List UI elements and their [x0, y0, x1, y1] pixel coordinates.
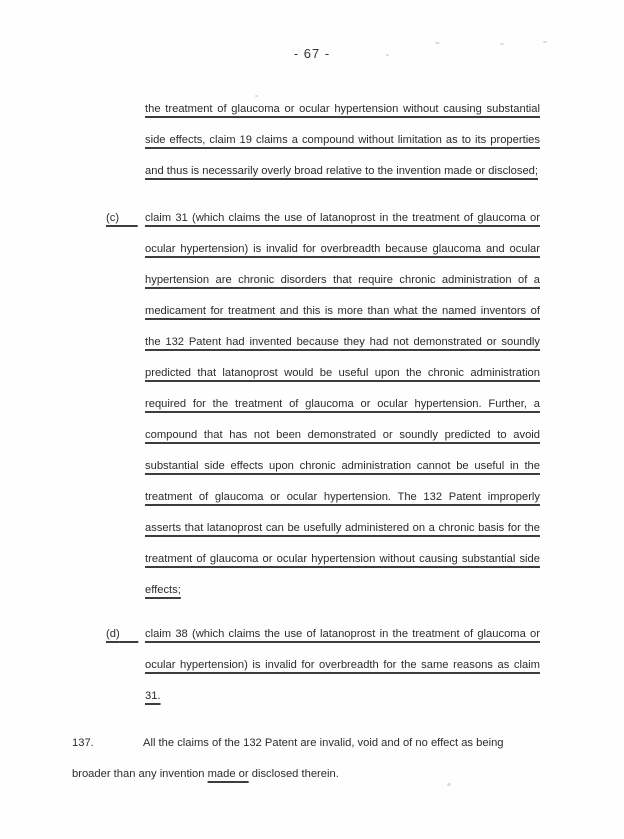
scan-speck: [255, 95, 258, 97]
scan-speck: [447, 783, 451, 786]
list-marker-c: (c): [106, 212, 120, 224]
list-item-c-text: claim 31 (which claims the use of latanoprost in the treatment of glaucoma or ocular hypertension) is invalid for overbreadth because glaucoma and ocular hypertension are chronic disorders that require chronic administration of a medicament for treatment and this is more than what the named inventors of the 132 Patent had invented because they had not demonstrated or soundly predicted that latanoprost would be useful upon the chronic administration required for the treatment of glaucoma or ocular hypertension. Further, a compound that has not been demonstrated or soundly predicted to avoid substantial side effects upon chronic administration cannot be useful in the treatment of glaucoma or ocular hypertension. The 132 Patent improperly asserts that latanoprost can be usefully administered on a chronic basis for the treatment of glaucoma or ocular hypertension without causing substantial side effects;: [145, 212, 540, 596]
page-number: - 67 -: [293, 46, 331, 61]
document-content: [72, 94, 540, 790]
list-marker-d: (d): [106, 628, 120, 640]
paragraph-137: [72, 728, 540, 790]
scan-speck: [435, 42, 440, 44]
paragraph-137-underlined-words: made or: [207, 768, 249, 780]
scan-speck: [386, 54, 389, 56]
scan-speck: [500, 43, 504, 45]
list-item-d: [72, 619, 540, 712]
list-item-c: [72, 203, 540, 606]
paragraph-137-number: 137.: [72, 737, 94, 749]
continuation-paragraph: the treatment of glaucoma or ocular hypertension without causing substantial side effects, claim 19 claims a compound without limitation as to its properties and thus is necessarily overly broad relative to the invention made or disclosed;: [145, 103, 540, 177]
scan-speck: [543, 41, 547, 43]
list-item-d-text: claim 38 (which claims the use of latanoprost in the treatment of glaucoma or ocular hypertension) is invalid for overbreadth for the same reasons as claim 31.: [145, 628, 540, 702]
paragraph-137-text-start: All the claims of the 132 Patent are invalid, void and of no effect as being broader than any invention: [72, 737, 504, 780]
paragraph-137-text-end: disclosed therein.: [248, 768, 339, 780]
